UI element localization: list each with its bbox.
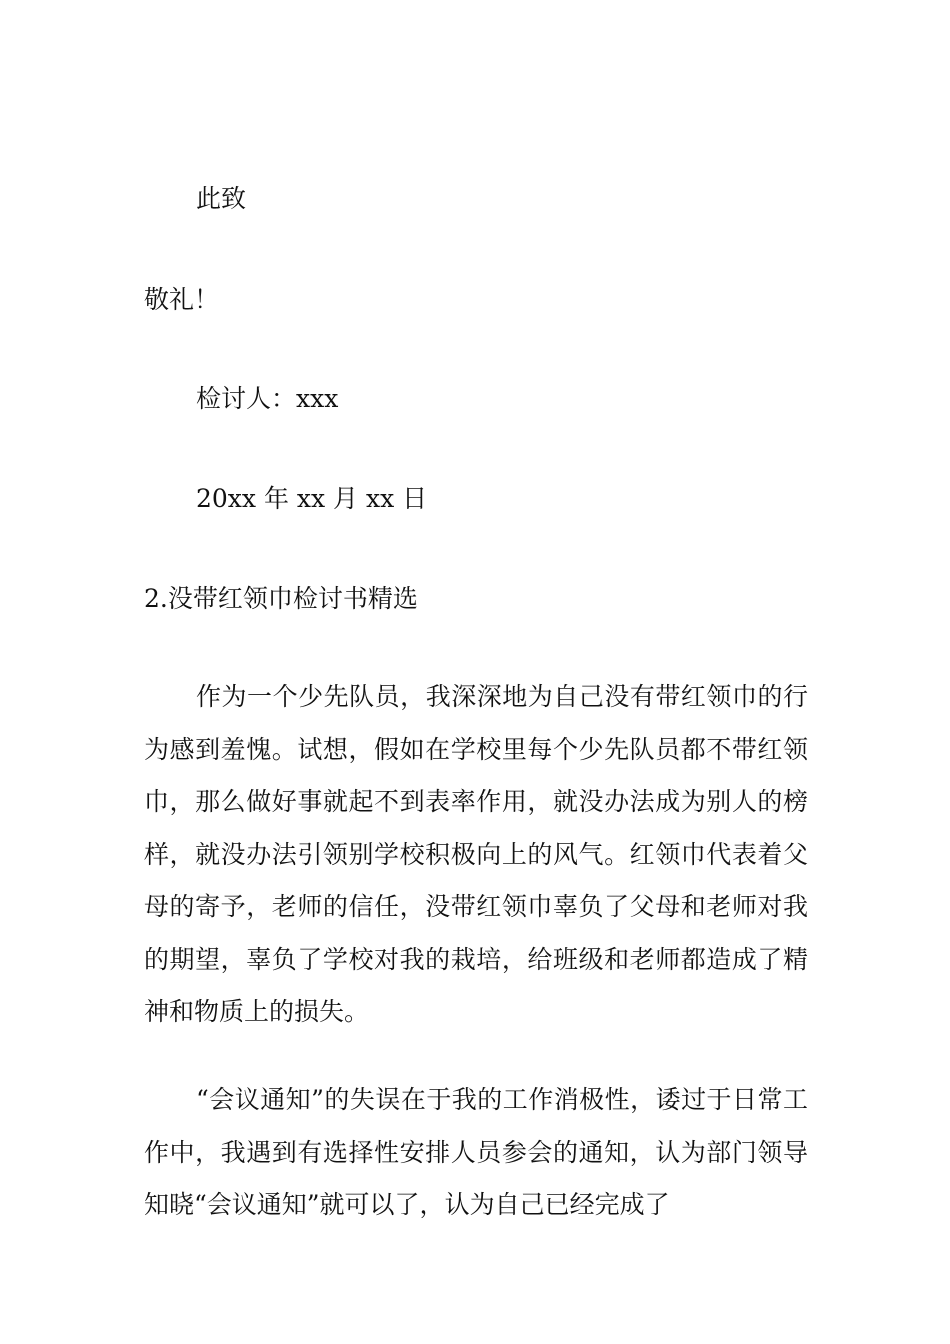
- body-paragraph: “会议通知”的失误在于我的工作消极性，诿过于日常工作中，我遇到有选择性安排人员参会的通知，认为部门领导知晓“会议通知”就可以了，认为自己已经完成了: [144, 1085, 808, 1219]
- salutation: 敬礼！: [144, 285, 220, 314]
- closing-phrase: 此致: [196, 184, 247, 213]
- date: 20xx 年 xx 月 xx 日: [196, 484, 428, 513]
- section-heading: 2.没带红领巾检讨书精选: [144, 584, 418, 613]
- signature: 检讨人：xxx: [196, 384, 339, 413]
- body-paragraph: 作为一个少先队员，我深深地为自己没有带红领巾的行为感到羞愧。试想，假如在学校里每个少先队员都不带红领巾，那么做好事就起不到表率作用，就没办法成为别人的榜样，就没办法引领别学校积极向上的风气。红领巾代表着父母的寄予，老师的信任，没带红领巾辜负了父母和老师对我的期望，辜负了学校对我的栽培，给班级和老师都造成了精神和物质上的损失。: [144, 682, 808, 1026]
